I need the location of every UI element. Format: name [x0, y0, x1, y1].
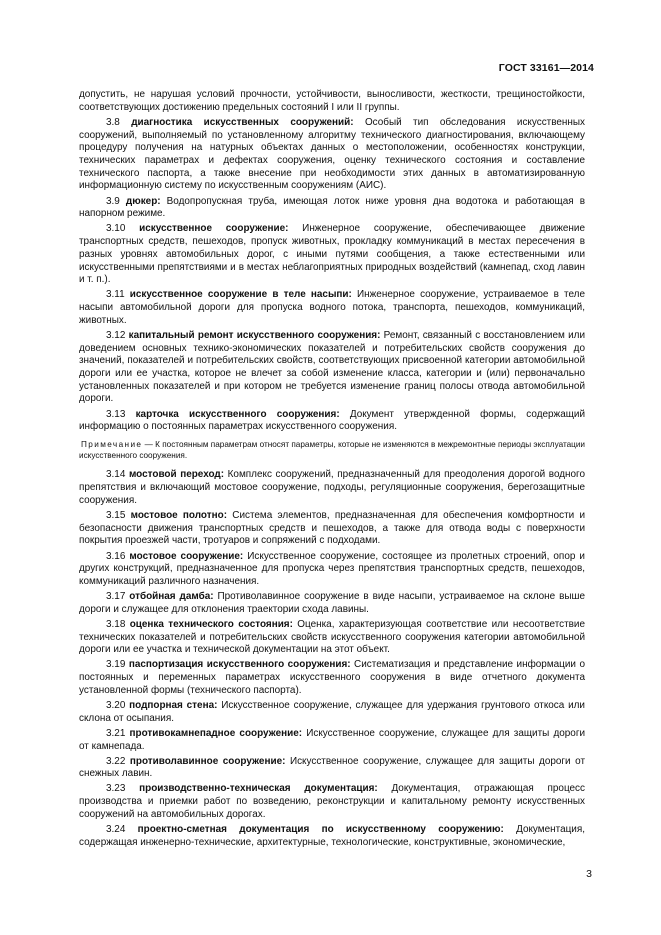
entry-3-15 [79, 510, 585, 548]
entry-term: мостовой переход: [128, 469, 225, 481]
entry-3-10 [79, 223, 585, 287]
entry-number: 3.10 [106, 223, 126, 235]
entry-number: 3.13 [106, 408, 126, 420]
entry-definition: Документация, содержащая инженерно-технические, архитектурные, технологические, конструктивные, экономические, [79, 824, 585, 848]
entry-definition: Инженерное сооружение, устраиваемое в теле насыпи автомобильной дороги для пропуска водного потока, транспорта, пешеходов, коммуникаций, животных. [79, 289, 586, 326]
entry-3-17 [79, 591, 585, 616]
entry-term: проектно-сметная документация по искусственному сооружению: [137, 824, 504, 836]
entry-definition: Противолавинное сооружение в виде насыпи, устраиваемое на склоне выше дороги и служащее для отклонения траектории схода лавины. [79, 591, 586, 615]
entry-number: 3.20 [106, 700, 126, 711]
entry-3-18 [79, 619, 585, 657]
note-label: Примечание [81, 440, 143, 450]
entry-number: 3.17 [106, 591, 126, 603]
note-text: — К постоянным параметрам относят параметры, которые не изменяются в межремонтные периоды эксплуатации искусственного сооружения. [79, 440, 585, 461]
entry-3-9 [79, 196, 585, 221]
entry-3-11 [79, 289, 585, 327]
entry-number: 3.18 [106, 618, 126, 630]
entry-3-8 [79, 117, 585, 193]
entry-number: 3.21 [106, 727, 126, 739]
entry-3-16 [79, 551, 585, 589]
entry-term: паспортизация искусственного сооружения: [128, 659, 351, 671]
entry-number: 3.12 [106, 329, 126, 341]
entry-number: 3.9 [106, 195, 120, 207]
entry-number: 3.14 [106, 469, 126, 481]
entry-term: мостовое сооружение: [129, 550, 244, 562]
entry-definition: Искусственное сооружение, состоящее из пролетных строений, опор и других конструкций, предназначенное для пропуска через препятствия транспортных средств, пешеходов, коммуникаций различного назначения. [79, 550, 585, 587]
entry-3-13 [79, 409, 585, 434]
entry-3-23 [79, 783, 585, 821]
entry-number: 3.15 [106, 509, 126, 521]
entry-number: 3.22 [106, 755, 126, 767]
entry-3-20 [79, 700, 585, 725]
entry-definition: Систематизация и представление информации о постоянных и переменных параметрах искусственного сооружения в виде отчетного документа установленной формы (технического паспорта). [79, 659, 585, 696]
definitions-body [79, 89, 585, 852]
entry-definition: Документ утвержденной формы, содержащий информацию о постоянных параметрах искусственного сооружения. [79, 408, 585, 433]
entry-3-21 [79, 728, 585, 753]
entry-definition: Ремонт, связанный с восстановлением или доведением основных технико-экономических показателей и потребительских свойств сооружения до значений, показателей и потребительских свойств, соответствующих присвоенной категории автомобильной дороги или ее участка, которое не влечет за собой изменение класса, категории и (или) первоначально установленных показателей и при котором не требуется изменение границ полосы отвода автомобильной дороги. [79, 329, 586, 405]
entry-term: искусственное сооружение в теле насыпи: [129, 289, 352, 301]
entry-definition: Инженерное сооружение, обеспечивающее движение транспортных средств, пешеходов, пропуск животных, прокладку коммуникаций в местах пересечения в разных уровнях автомобильных дорог, с иными путями сообщения, а также естественными или искусственными препятствиями и в местах неблагоприятных природных воздействий (камнепад, сход лавин и т. п.). [79, 223, 585, 286]
entry-definition: Система элементов, предназначенная для обеспечения комфортности и безопасности движения транспортных средств и пешеходов, а также для отвода воды с поверхности покрытия проезжей части, тротуаров и сопряжений с подходами. [79, 509, 586, 547]
entry-definition: Водопропускная труба, имеющая лоток ниже уровня дна водотока и работающая в напорном режиме. [79, 195, 585, 220]
entry-3-14 [79, 469, 585, 507]
entry-term: дюкер: [125, 195, 161, 207]
entry-definition: Особый тип обследования искусственных сооружений, выполняемый по установленному алгоритму технического диагностирования, включающему процедуру получения на натурных объектах данных о местоположении, особенностях конструкции, технических параметрах и дефектах сооружения, оценку технического состояния и составление технического паспорта, а также внесение при необходимости этих данных в автоматизированную информационную систему по искусственным сооружениям (АИС). [79, 116, 586, 192]
continuation-paragraph: допустить, не нарушая условий прочности, устойчивости, выносливости, жесткости, трещиностойкости, соответствующих достижению предельных состояний I или II группы. [79, 89, 585, 113]
entry-number: 3.16 [106, 550, 126, 562]
entry-3-12 [79, 330, 585, 406]
entry-term: оценка технического состояния: [129, 618, 293, 630]
entry-definition: Искусственное сооружение, служащее для защиты дороги от снежных лавин. [79, 755, 585, 780]
entry-term: производственно-техническая документация: [139, 783, 378, 795]
entry-definition: Оценка, характеризующая соответствие или несоответствие технических показателей и потребительских свойств искусственного сооружения категории автомобильной дороги или ее участка и технической документации на этот объект. [79, 618, 586, 656]
entry-term: искусственное сооружение: [139, 223, 289, 235]
entry-3-24 [79, 824, 585, 849]
entry-term: противолавинное сооружение: [129, 755, 286, 767]
entry-number: 3.8 [106, 116, 120, 128]
entry-number: 3.11 [106, 289, 125, 301]
entry-term: мостовое полотно: [130, 509, 228, 521]
entry-number: 3.24 [106, 824, 126, 836]
entry-term: диагностика искусственных сооружений: [131, 116, 354, 128]
entry-definition: Искусственное сооружение, служащее для защиты дороги от камнепада. [79, 727, 586, 752]
standard-designation: ГОСТ 33161—2014 [498, 62, 594, 74]
entry-term: капитальный ремонт искусственного сооружения: [128, 329, 381, 341]
entry-term: подпорная стена: [129, 700, 218, 711]
entry-3-22 [79, 756, 585, 781]
entry-term: отбойная дамба: [129, 591, 214, 603]
entry-number: 3.19 [106, 659, 126, 671]
entry-definition: Комплекс сооружений, предназначенный для преодоления дорогой водного препятствия и включающий мостовое сооружение, подходы, регуляционные сооружения, берегозащитные сооружения. [79, 469, 585, 506]
entry-definition: Искусственное сооружение, служащее для удержания грунтового откоса или склона от осыпания. [79, 700, 585, 724]
entry-term: карточка искусственного сооружения: [135, 408, 340, 420]
note [79, 439, 585, 461]
page-number: 3 [586, 868, 592, 880]
entry-number: 3.23 [106, 783, 126, 795]
entry-term: противокамнепадное сооружение: [129, 727, 303, 739]
entry-definition: Документация, отражающая процесс производства и приемки работ по возведению, реконструкции и капитальному ремонту искусственных сооружений на автомобильных дорогах. [79, 783, 585, 820]
entry-3-19 [79, 659, 585, 697]
